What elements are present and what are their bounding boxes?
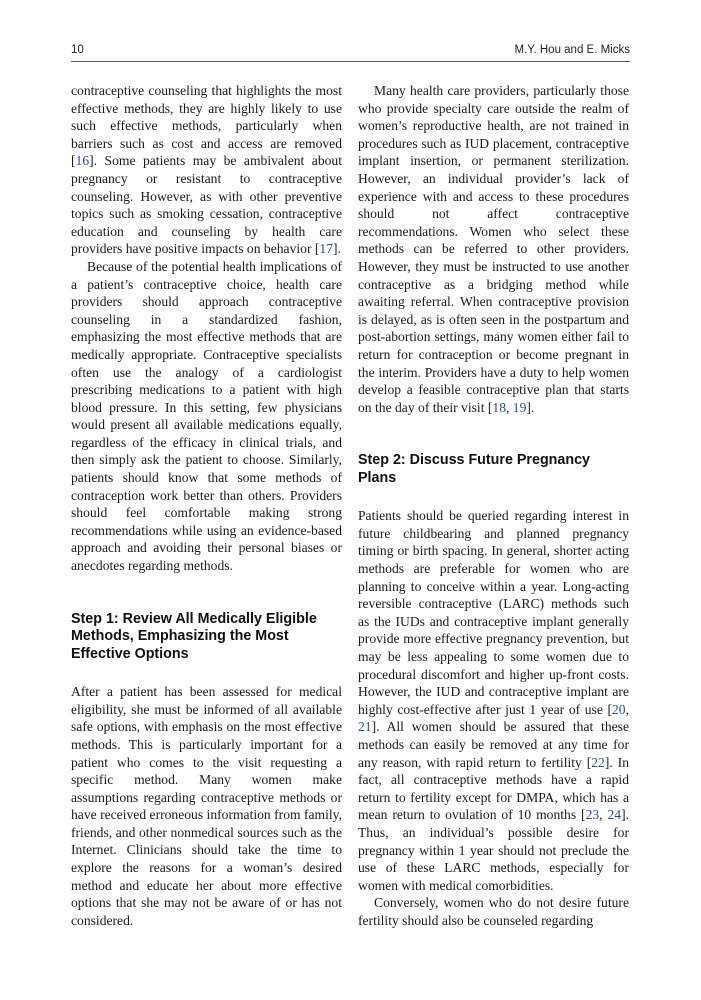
paragraph-text: ].	[526, 399, 535, 415]
paragraph-text: Patients should be queried regarding interest in future childbearing and planned pregnancy timing or birth spacing. In general, shorter acting methods are preferable for women who are planning to conceive within a year. Long-acting reversible contraceptive (LARC) methods such as the IUDs and contraceptive implant generally provide more effective pregnancy prevention, but may be less appealing to some women due to procedural discomfort and higher up-front costs. However, the IUD and contraceptive implant are highly cost-effective after just 1 year of use [	[358, 508, 629, 717]
section-heading-step-2: Step 2: Discuss Future Pregnancy Plans	[358, 452, 590, 486]
paragraph-text: Many health care providers, particularly those who provide specialty care outside the realm of women’s reproductive health, are not trained in procedures such as IUD placement, contraceptive implant insertion, or permanent sterilization. However, an individual provider’s lack of experience with and access to these procedures should not affect contraceptive recommendations. Women who select these methods can be referred to other providers. However, they must be instructed to use another contraceptive as a bridging method while awaiting referral. When contraceptive provision is delayed, as is often seen in the postpartum and post-abortion settings, many women either fail to return for contraception or become pregnant in the interim. Providers have a duty to help women develop a feasible contraceptive plan that starts on the day of their visit [	[358, 83, 629, 415]
citation-link[interactable]: 18	[492, 399, 506, 415]
paragraph-text: ]. In fact, all contraceptive methods have a rapid return to fertility except for DMPA, which has a mean return to ovulation of 10 months [	[358, 754, 629, 823]
paragraph-text: ]. Thus, an individual’s possible desire for pregnancy within 1 year should not preclude the use of these LARC methods, especially for women with medical comorbidities.	[358, 807, 629, 893]
citation-link[interactable]: 22	[591, 754, 605, 770]
citation-link[interactable]: 23	[585, 807, 600, 823]
right-column	[358, 82, 629, 930]
citation-link[interactable]: 16	[75, 153, 90, 169]
citation-link[interactable]: 17	[319, 241, 333, 257]
citation-separator: ,	[506, 399, 513, 415]
citation-link[interactable]: 24	[607, 807, 622, 823]
left-column	[71, 82, 342, 929]
running-head-authors: M.Y. Hou and E. Micks	[514, 44, 630, 56]
paragraph: Because of the potential health implications of a patient’s contraceptive choice, health care providers should approach contraceptive counseling in a standardized fashion, emphasizing the most effective methods that are medically appropriate. Contraceptive specialists often use the analogy of a cardiologist prescribing medications to a patient with high blood pressure. In this setting, few physicians would present all available medications equally, regardless of the efficacy in clinical trials, and then simply ask the patient to choose. Similarly, patients should know that some methods of contraception work better than others. Providers should feel comfortable making strong recommendations while using an evidence-based approach and avoiding their personal biases or anecdotes regarding methods.	[71, 258, 342, 574]
paragraph-text: ]. All women should be assured that these methods can easily be removed at any time for any reason, with rapid return to fertility [	[358, 719, 629, 770]
section-heading-step-1: Step 1: Review All Medically Eligible Methods, Emphasizing the Most Effective Options	[71, 610, 317, 662]
paragraph	[358, 82, 629, 416]
paragraph	[71, 82, 342, 258]
paragraph	[358, 507, 629, 894]
paragraph: After a patient has been assessed for medical eligibility, she must be informed of all available safe options, with emphasis on the most effective methods. This is particularly important for a patient who comes to the visit requesting a specific method. Many women make assumptions regarding contraceptive methods or have received erroneous information from family, friends, and other nonmedical sources such as the Internet. Clinicians should take the time to explore the reasons for a woman’s desired method and educate her about more effective options that she may not be aware of or has not considered.	[71, 684, 342, 928]
citation-link[interactable]: 20	[612, 701, 626, 717]
citation-link[interactable]: 21	[358, 719, 372, 735]
paragraph: Conversely, women who do not desire future fertility should also be counseled regarding	[358, 895, 629, 928]
page-number: 10	[71, 44, 84, 56]
citation-link[interactable]: 19	[512, 399, 527, 415]
citation-separator: ,	[625, 701, 629, 717]
citation-separator: ,	[599, 807, 608, 823]
running-head	[71, 44, 630, 62]
paragraph-text: ].	[333, 241, 341, 257]
paragraph-text: contraceptive counseling that highlights the most effective methods, they are highly likely to use such effective methods, particularly when barriers such as cost and access are removed [	[71, 83, 342, 169]
paragraph-text: ]. Some patients may be ambivalent about pregnancy or resistant to contraceptive counseling. However, as with other preventive topics such as smoking cessation, contraceptive education and counseling by health care providers have positive impacts on behavior [	[71, 153, 342, 257]
